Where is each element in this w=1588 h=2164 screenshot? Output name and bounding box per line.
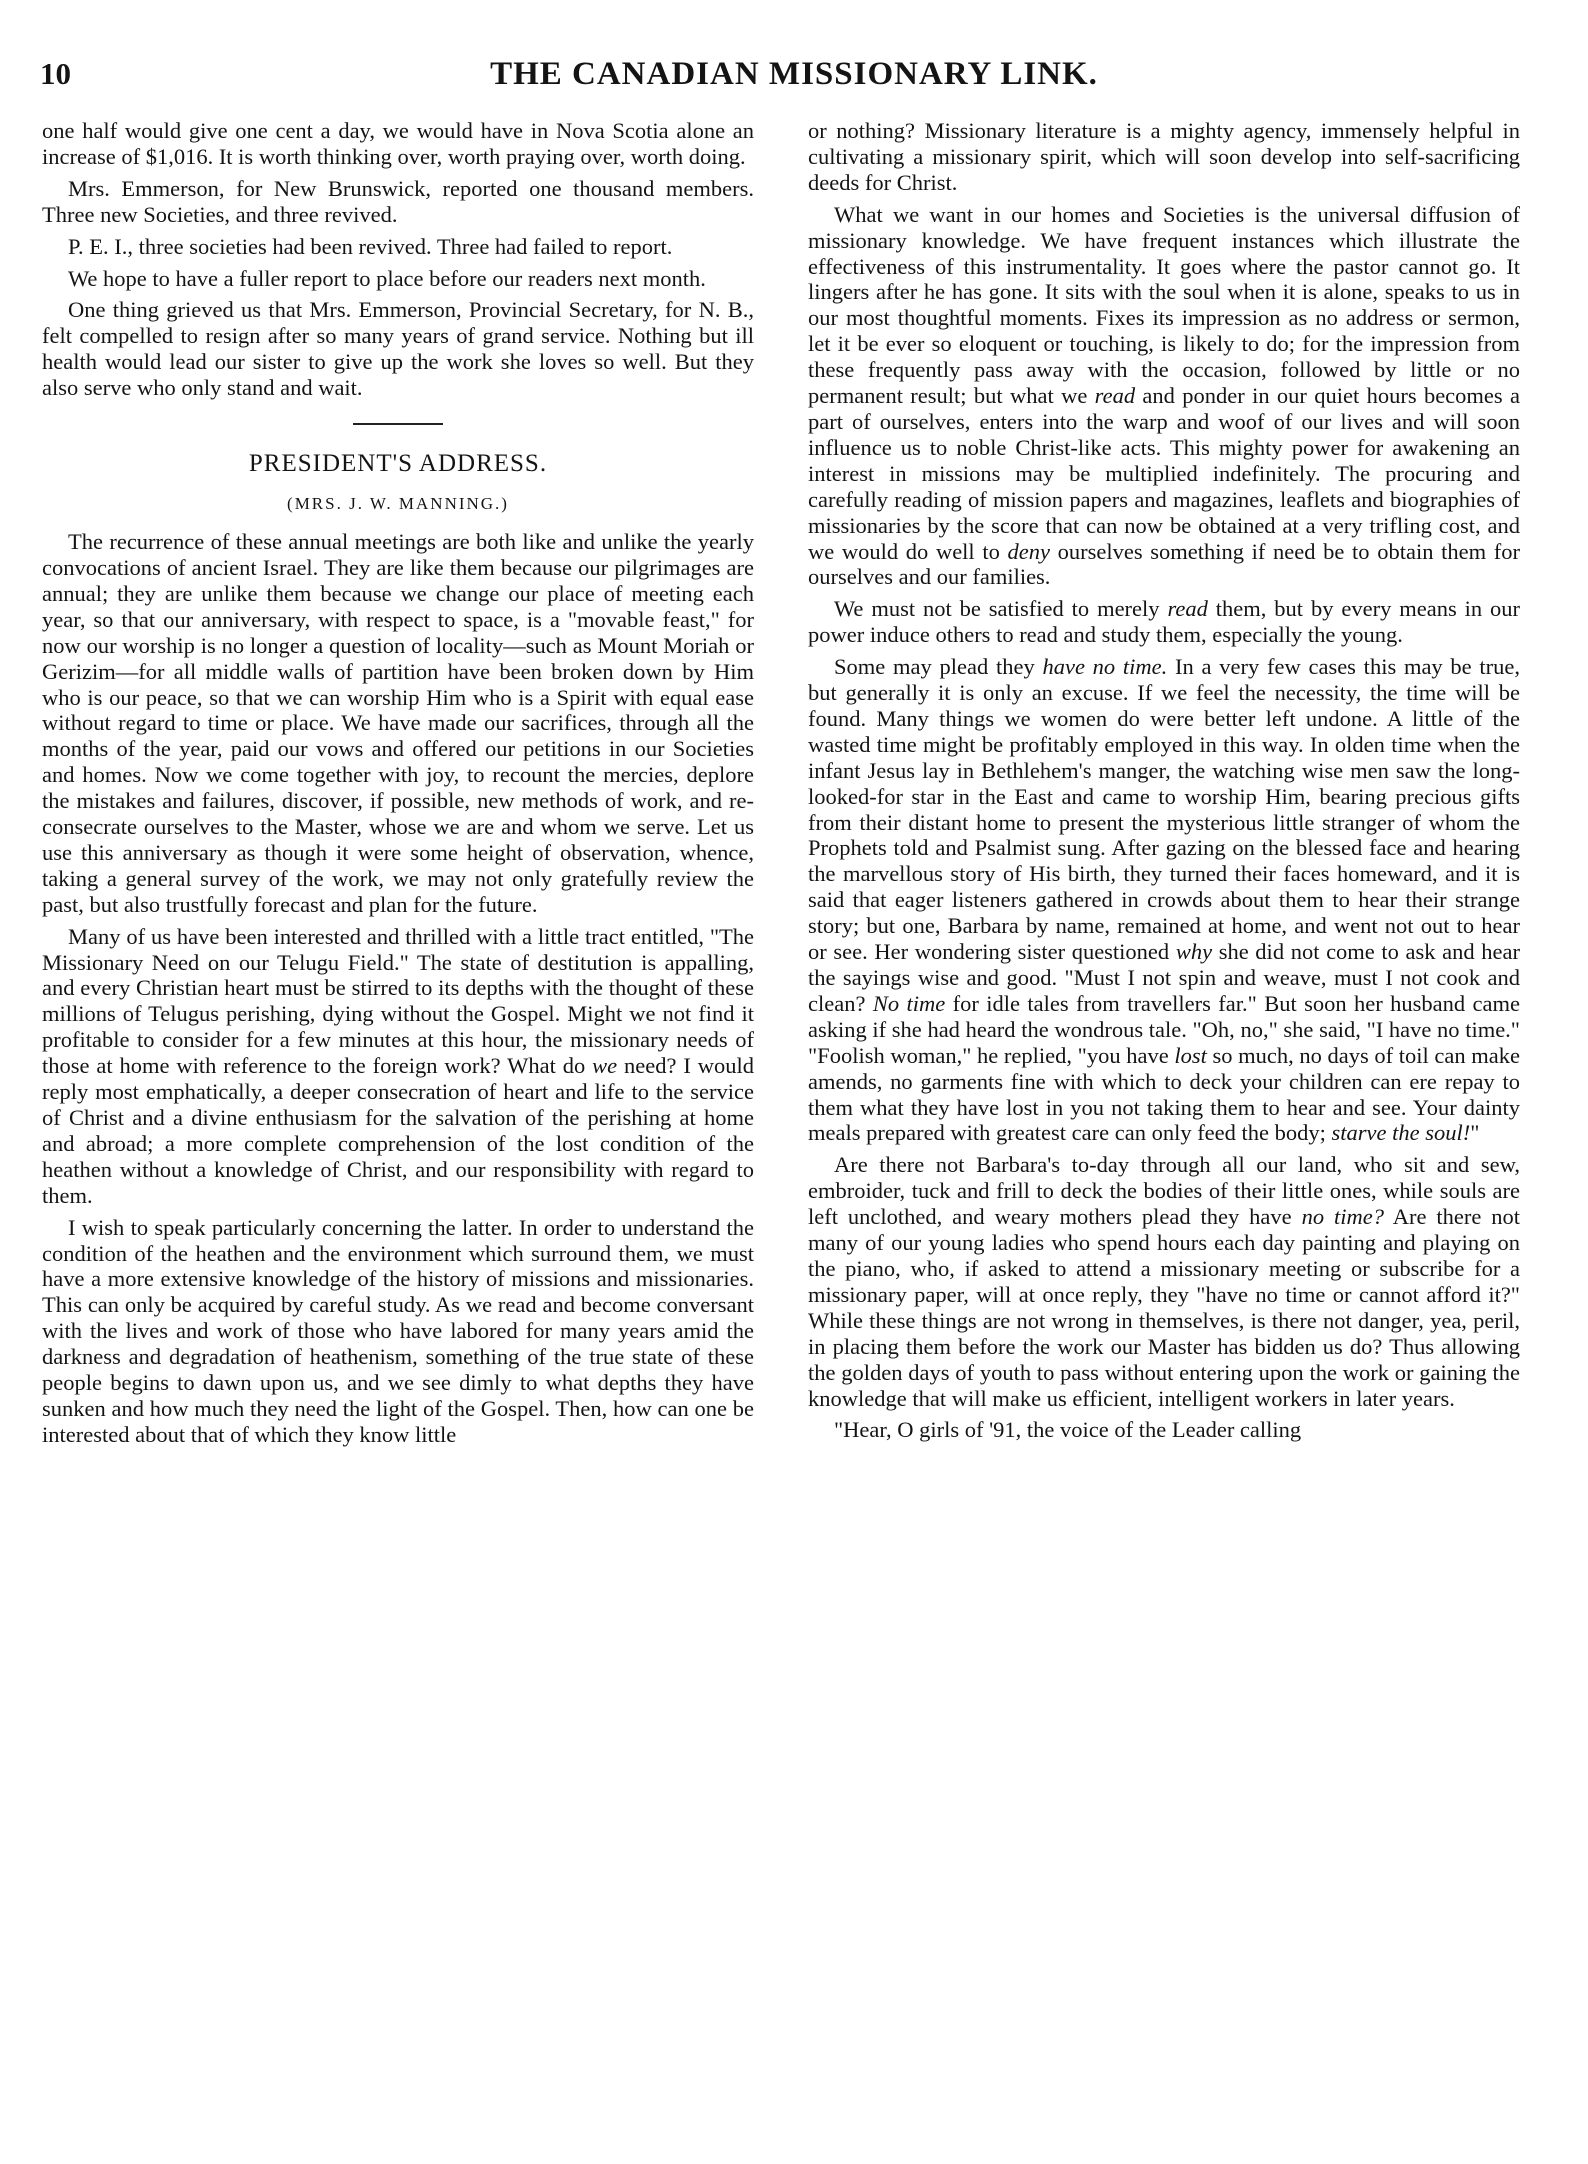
text-run: for idle tales from travellers far." But soon her husband came asking if she had heard the wondrous tale. "Oh, no," she said, "I have no time." "Foolish woman," he replied, "you have [808,990,1520,1068]
paragraph: "Hear, O girls of '91, the voice of the Leader calling [834,1417,1302,1443]
running-title: THE CANADIAN MISSIONARY LINK. [490,56,1098,92]
italic-text: have no time. [1042,654,1168,680]
italic-text: deny [1007,538,1050,564]
text-run: " [1470,1120,1480,1146]
text-run: In a very few cases this may be true, but generally it is only an excuse. If we feel the necessity, the time will be found. Many things we women do were better left undone. A little of the wasted time might be profitably employed in this way. In olden time when the infant Jesus lay in Bethlehem's manger, the watching wise men saw the long-looked-for star in the East and came to worship Him, bearing precious gifts from their distant home to present the mysterious little stranger of whom the Prophets told and Psalmist sung. After gazing on the blessed face and hearing the marvellous story of His birth, they turned their faces homeward, and it is said that eager listeners gathered in crowds about them to hear their strange story; but one, Barbara by name, remained at home, and went not out to hear or see. Her wondering sister questioned [808,654,1520,965]
italic-text: read [1167,596,1208,622]
paragraph: One thing grieved us that Mrs. Emmerson, Provincial Secretary, for N. B., felt compelled to resign after so many years of grand service. Nothing but ill health would lead our sister to give up the work she loves so well. But they also serve who only stand and wait. [42,297,754,401]
paragraph: one half would give one cent a day, we would have in Nova Scotia alone an increase of $1,016. It is worth thinking over, worth praying over, worth doing. [42,118,754,169]
paragraph: The recurrence of these annual meetings are both like and unlike the yearly convocations of ancient Israel. They are like them because our pilgrimages are annual; they are unlike them because we change our place of meeting each year, so that our anniversary, with respect to space, is a "movable feast," for now our worship is no longer a question of locality—such as Mount Moriah or Gerizim—for all middle walls of partition have been broken down by Him who is our peace, so that we can worship Him who is a Spirit with equal ease without regard to time or place. We have made our sacrifices, through all the months of the year, paid our vows and offered our petitions in our Societies and homes. Now we come together with joy, to recount the mercies, deplore the mistakes and failures, discover, if possible, new methods of work, and re-consecrate ourselves to the Master, whose we are and whom we serve. Let us use this anniversary as though it were some height of observation, whence, taking a general survey of the work, we may not only gratefully review the past, but also trustfully forecast and plan for the future. [42,529,754,917]
paragraph: I wish to speak particularly concerning the latter. In order to understand the condition of the heathen and the environment which surround them, we must have a more extensive knowledge of the history of missions and missionaries. This can only be acquired by careful study. As we read and become conversant with the lives and work of those who have labored for many years amid the darkness and degradation of heathenism, something of the true state of these people begins to dawn upon us, and we see dimly to what depths they have sunken and how much they need the light of the Gospel. Then, how can one be interested about that of which they know little [42,1214,754,1447]
text-run: need? I would reply most emphatically, a deeper consecration of heart and life to the service of Christ and a divine enthusiasm for the salvation of the perishing at home and abroad; a more complete comprehension of the lost condition of the heathen without a knowledge of Christ, and our responsibility with regard to them. [42,1053,754,1208]
page-header [40,54,1548,102]
paragraph [808,1152,1520,1411]
text-run: What we want in our homes and Societies is the universal diffusion of missionary knowledge. We have frequent instances which illustrate the effectiveness of this instrumentality. It goes where the pastor cannot go. It lingers after he has gone. It sits with the soul when it is alone, speaks to us in our most thoughtful moments. Fixes its impression as no address or sermon, let it be ever so eloquent or touching, is likely to do; for the impression from these frequently pass away with the occasion, followed by little or no permanent result; but what we [808,201,1520,409]
text-run: so much, no days of toil can make amends, no garments fine with which to deck your children can ere repay to them what they have lost in you not taking them to hear and see. Your dainty meals prepared with greatest care can only feed the body; [808,1042,1520,1146]
text-run: and ponder in our quiet hours becomes a part of ourselves, enters into the warp and woof of our lives and will soon influence us to noble Christ-like acts. This mighty power for awakening an interest in missions may be multiplied indefinitely. The procuring and carefully reading of mission papers and magazines, leaflets and biographies of missionaries by the score that can now be obtained at a very trifling cost, and we would do well to [808,383,1520,564]
page-number: 10 [40,56,71,91]
author-byline: (MRS. J. W. MANNING.) [287,494,509,514]
paragraph [42,924,754,1209]
paragraph: Mrs. Emmerson, for New Brunswick, reported one thousand members. Three new Societies, and three revived. [42,175,754,227]
paragraph: or nothing? Missionary literature is a mighty agency, immensely helpful in cultivating a missionary spirit, which will soon develop into self-sacrificing deeds for Christ. [808,118,1520,195]
italic-text: starve the soul! [1331,1120,1471,1146]
text-run: Are there not many of our young ladies who spend hours each day painting and playing on the piano, who, if asked to attend a missionary meeting or subscribe for a missionary paper, will at once reply, they "have no time or cannot afford it?" While these things are not wrong in themselves, is there not danger, yea, peril, in placing them before the work our Master has bidden us do? Thus allowing the golden days of youth to pass without entering upon the work or gaining the knowledge that will make us efficient, intelligent workers in later years. [808,1204,1520,1411]
text-run: she did not come to ask and hear the sayings wise and good. "Must I not spin and weave, must I not cook and clean? [808,939,1520,1016]
italic-text: why [1175,939,1213,965]
paragraph [808,202,1520,591]
italic-text: read [1094,383,1136,409]
section-title: PRESIDENT'S ADDRESS. [248,450,548,478]
paragraph: P. E. I., three societies had been revived. Three had failed to report. [68,233,673,259]
italic-text: lost [1174,1042,1207,1068]
italic-text: No time [872,990,946,1016]
text-run: Many of us have been interested and thrilled with a little tract entitled, "The Missionary Need on our Telugu Field." The state of destitution is appalling, and every Christian heart must be stirred to its depths with the thought of these millions of Telugus perishing, dying without the Gospel. Might we not find it profitable to consider for a few minutes at this hour, the missionary needs of those at home with reference to the foreign work? What do [42,923,754,1079]
italic-text: no time? [1301,1204,1385,1230]
text-run: Are there not Barbara's to-day through all our land, who sit and sew, embroider, tuck and frill to deck the bodies of their little ones, while souls are left unclothed, and weary mothers plead they have [808,1152,1520,1230]
text-run: ourselves something if need be to obtain them for ourselves and our families. [808,538,1520,590]
section-divider [353,423,443,425]
right-column [808,118,1520,2128]
paragraph [808,654,1520,1146]
paragraph: We hope to have a fuller report to place before our readers next month. [68,265,706,291]
text-run: We must not be satisfied to merely [834,596,1168,622]
paragraph [808,596,1520,648]
text-run: Some may plead they [834,654,1043,680]
left-column [42,118,754,2128]
text-run: them, but by every means in our power induce others to read and study them, especially the young. [808,596,1520,648]
italic-text: we [592,1053,618,1079]
